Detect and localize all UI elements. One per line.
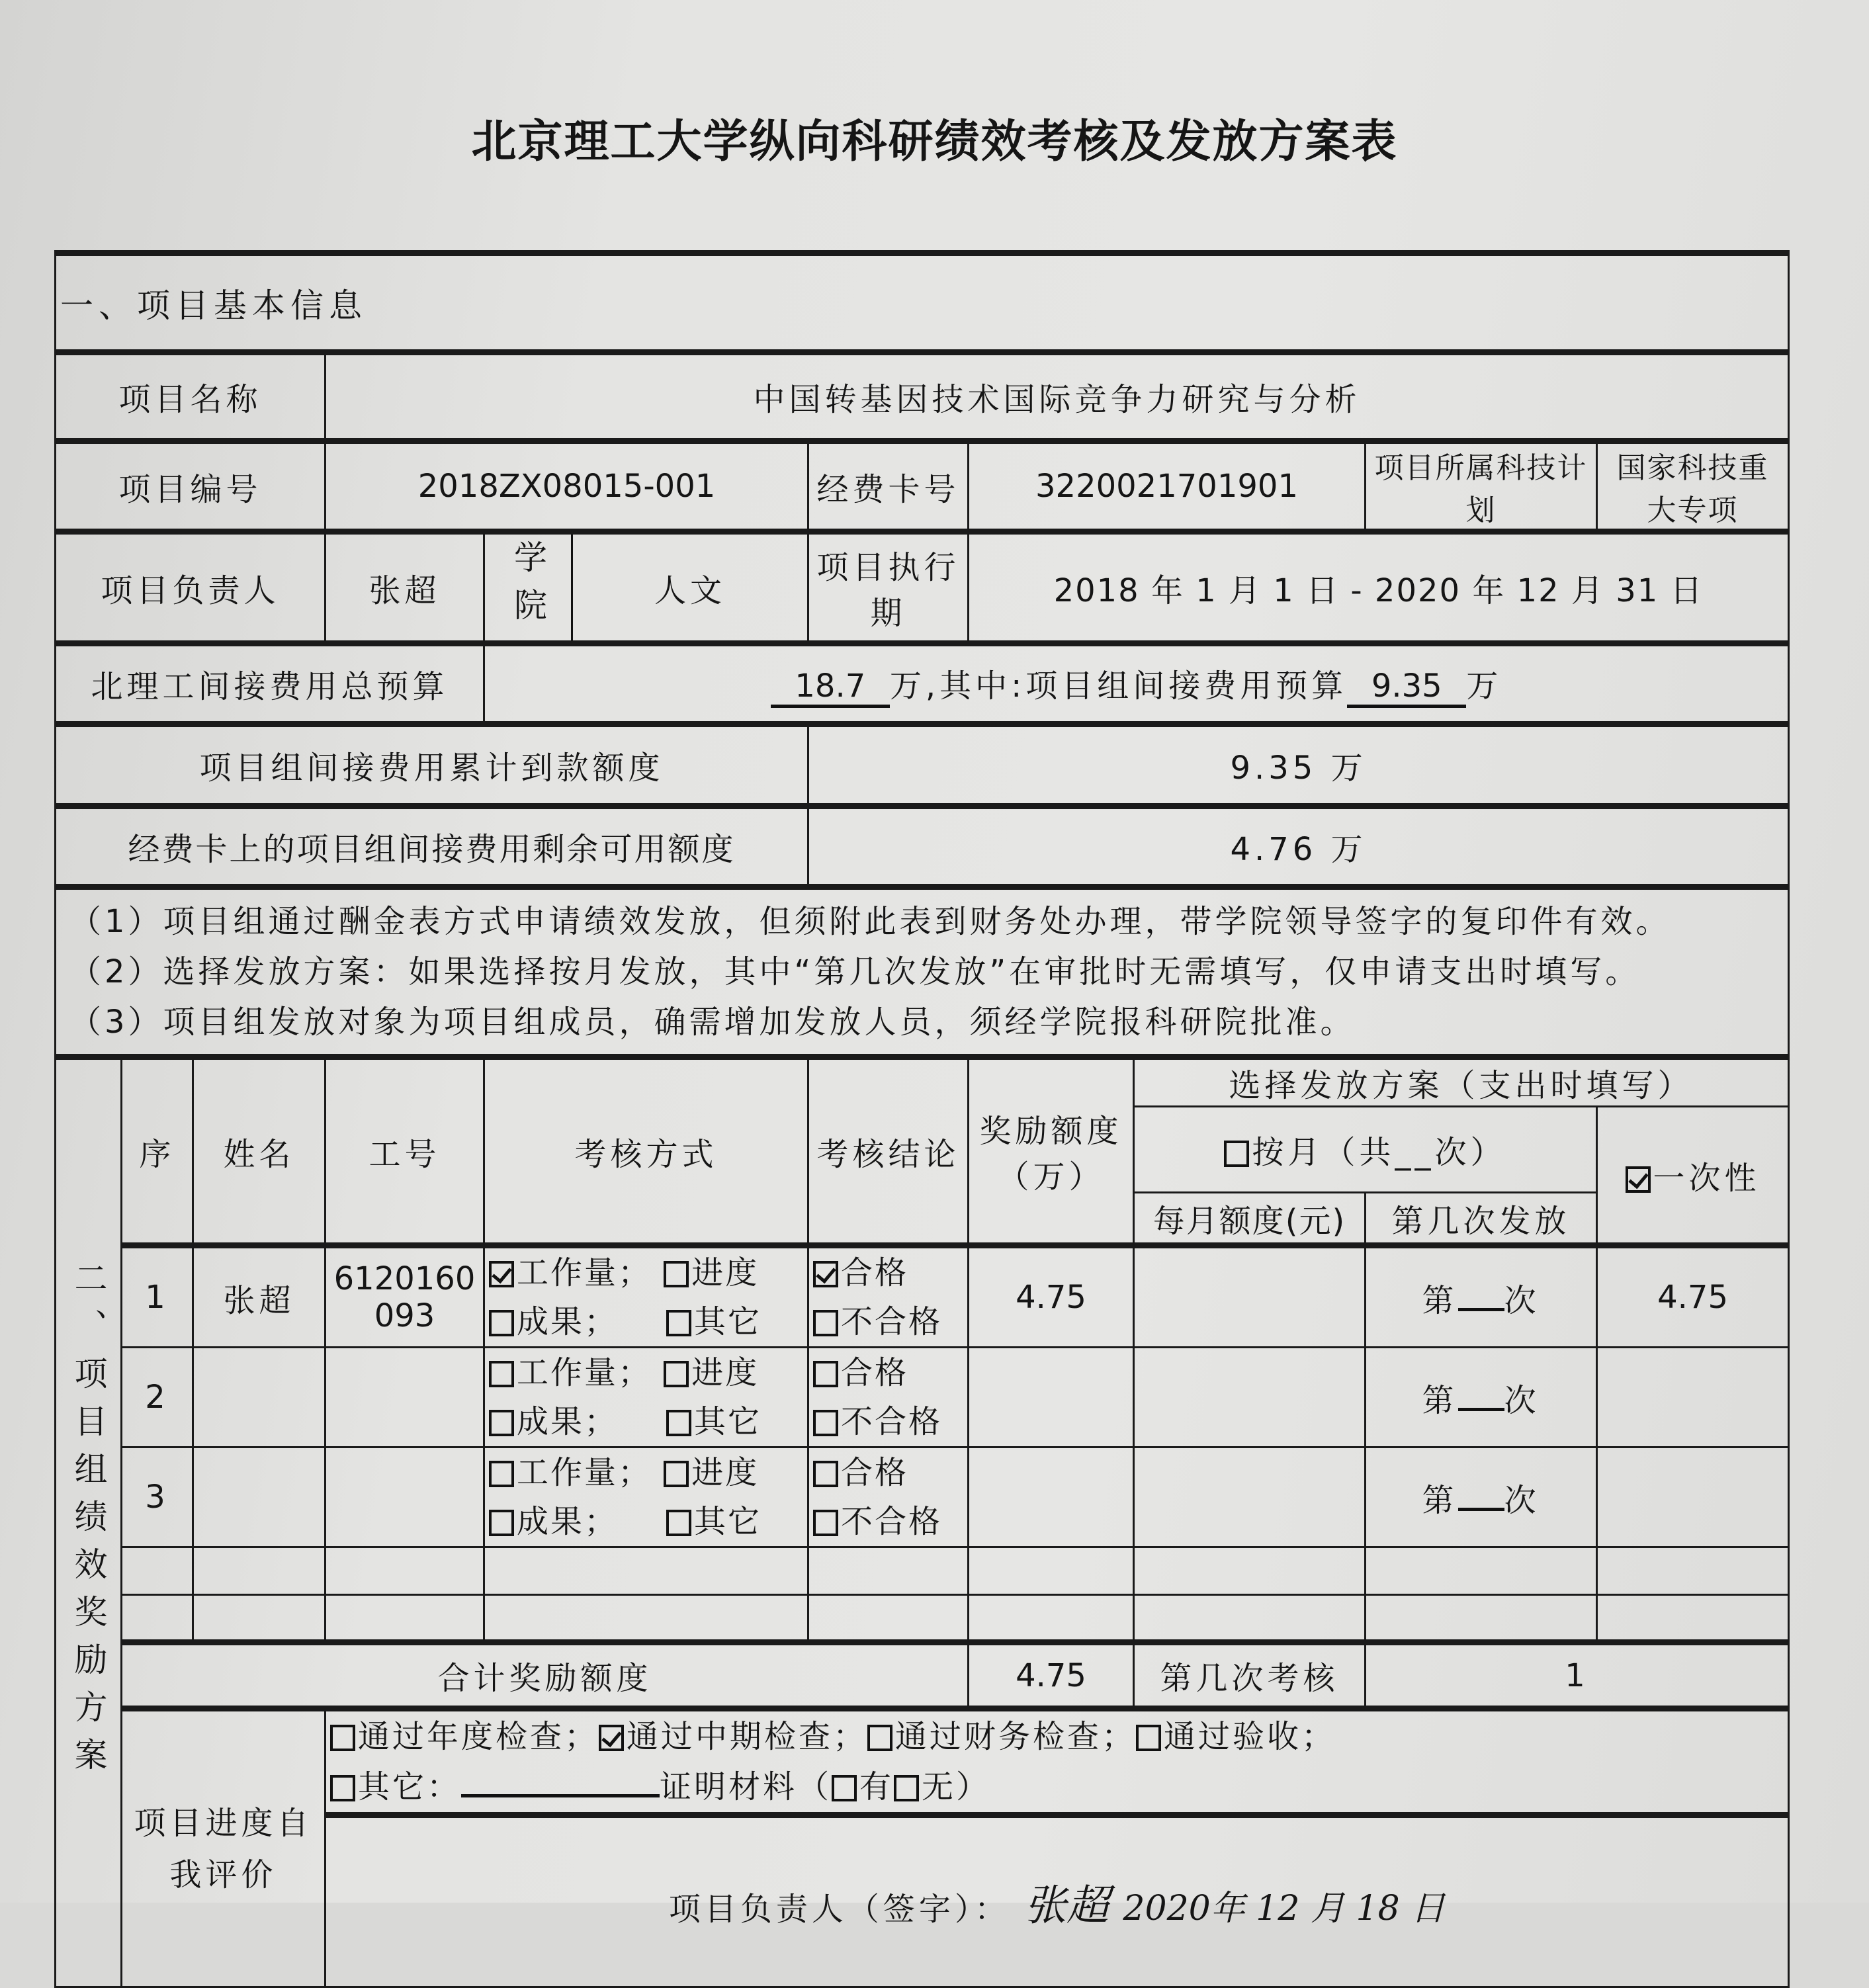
card-no: 3220021701901 [969, 441, 1366, 532]
row1-amount: 4.75 [969, 1246, 1134, 1348]
label-remain: 经费卡上的项目组间接费用剩余可用额度 [56, 806, 808, 887]
label-period: 项目执行期 [808, 532, 969, 644]
opt-label: 进度 [691, 1354, 760, 1391]
total-amount: 4.75 [969, 1643, 1134, 1709]
header-amount: 奖励额度（万） [969, 1057, 1134, 1246]
period: 2018 年 1 月 1 日 - 2020 年 12 月 31 日 [969, 532, 1789, 644]
remain: 4.76 万 [808, 806, 1789, 887]
row1-name: 张超 [193, 1246, 326, 1348]
row1-other-cb[interactable] [666, 1310, 691, 1336]
budget-total: 18.7 [771, 668, 890, 708]
opt-label: 进度 [691, 1454, 760, 1491]
row2-output-cb[interactable] [489, 1410, 514, 1436]
form-table [54, 250, 1790, 1988]
row3-progress-cb[interactable] [664, 1461, 689, 1487]
opt-label: 第 [1422, 1481, 1458, 1519]
row2-other-cb[interactable] [666, 1410, 691, 1436]
section2-label: 二、项目组绩效奖励方案 [56, 1057, 122, 1987]
opt-label: 成果； [517, 1403, 619, 1440]
page-title: 北京理工大学纵向科研绩效考核及发放方案表 [471, 116, 1398, 168]
row3-other-cb[interactable] [666, 1510, 691, 1536]
note-2: （2）选择发放方案：如果选择按月发放，其中“第几次发放”在审批时无需填写，仅申请支出时填写。 [69, 953, 1641, 990]
opt-label: 成果； [517, 1503, 619, 1540]
opt-label: 其它 [694, 1403, 762, 1440]
row3-output-cb[interactable] [489, 1510, 514, 1536]
check-label: 其它： [358, 1768, 462, 1805]
opt-label: 第 [1422, 1381, 1458, 1419]
row1-seq: 1 [122, 1246, 193, 1348]
check-label: 通过年度检查； [358, 1718, 599, 1755]
row2-workload-cb[interactable] [489, 1361, 514, 1387]
row1-once: 4.75 [1597, 1246, 1789, 1348]
check-label: 无） [922, 1768, 991, 1805]
opt-label: 工作量； [517, 1454, 652, 1491]
header-id: 工号 [326, 1057, 484, 1246]
check-label: 通过验收； [1164, 1718, 1336, 1755]
other-input[interactable] [461, 1794, 660, 1797]
monthly-checkbox[interactable] [1224, 1141, 1249, 1167]
header-monthly-amount: 每月额度(元) [1134, 1193, 1366, 1246]
once-label: 一次性 [1653, 1159, 1760, 1197]
row2-progress-cb[interactable] [664, 1361, 689, 1387]
label-leader: 项目负责人 [56, 532, 326, 644]
plan: 国家科技重大专项 [1597, 441, 1789, 532]
row1-monthly [1134, 1246, 1366, 1348]
row2-pass-cb[interactable] [813, 1361, 838, 1387]
row1-pass-cb[interactable] [813, 1261, 838, 1287]
note-3: （3）项目组发放对象为项目组成员，确需增加发放人员，须经学院报科研院批准。 [69, 1004, 1356, 1041]
check-label: 通过中期检查； [627, 1718, 868, 1755]
row1-workload-cb[interactable] [489, 1261, 514, 1287]
label-card-no: 经费卡号 [808, 441, 969, 532]
budget-unit: 万 [1466, 667, 1502, 705]
sign-date: 2020年 12 月 18 日 [1123, 1889, 1446, 1928]
row3-seq: 3 [122, 1448, 193, 1547]
header-nth: 第几次发放 [1366, 1193, 1597, 1246]
opt-label: 合格 [841, 1454, 909, 1491]
accept-check-cb[interactable] [1136, 1725, 1161, 1751]
label-project-no: 项目编号 [56, 441, 326, 532]
row3-fail-cb[interactable] [813, 1510, 838, 1536]
college: 人文 [654, 572, 726, 609]
label-college: 学院 [485, 535, 573, 640]
header-scheme: 选择发放方案（支出时填写） [1134, 1057, 1789, 1107]
row1-id: 6120160093 [326, 1246, 484, 1348]
opt-label: 不合格 [841, 1403, 943, 1440]
opt-label: 工作量； [517, 1254, 652, 1291]
opt-label: 其它 [694, 1303, 762, 1340]
opt-label: 工作量； [517, 1354, 652, 1391]
opt-label: 不合格 [841, 1503, 943, 1540]
note-1: （1）项目组通过酬金表方式申请绩效发放，但须附此表到财务处办理，带学院领导签字的复印件有效。 [69, 903, 1671, 940]
opt-label: 次 [1504, 1281, 1540, 1319]
header-name: 姓名 [193, 1057, 326, 1246]
signature: 张超 [1024, 1881, 1109, 1930]
opt-label: 进度 [691, 1254, 760, 1291]
finance-check-cb[interactable] [867, 1725, 892, 1751]
leader: 张超 [326, 532, 484, 644]
header-result: 考核结论 [808, 1057, 969, 1246]
project-no: 2018ZX08015-001 [326, 441, 808, 532]
other-check-cb[interactable] [330, 1775, 355, 1801]
project-name: 中国转基因技术国际竞争力研究与分析 [326, 353, 1789, 441]
mid-check-cb[interactable] [599, 1725, 624, 1751]
row2-fail-cb[interactable] [813, 1410, 838, 1436]
budget-group: 9.35 [1347, 668, 1466, 708]
total-label: 合计奖励额度 [122, 1643, 969, 1709]
header-seq: 序 [122, 1057, 193, 1246]
check-label: 证明材料（ [660, 1768, 832, 1805]
once-checkbox[interactable] [1626, 1166, 1651, 1193]
row3-workload-cb[interactable] [489, 1461, 514, 1487]
label-project-name: 项目名称 [56, 353, 326, 441]
row3-pass-cb[interactable] [813, 1461, 838, 1487]
review-value: 1 [1366, 1643, 1789, 1709]
section1-heading: 一、项目基本信息 [56, 253, 1789, 353]
budget-text: 万,其中:项目组间接费用预算 [889, 667, 1348, 705]
monthly-label: 按月（共__次） [1252, 1134, 1506, 1171]
opt-label: 其它 [694, 1503, 762, 1540]
proof-none-cb[interactable] [894, 1775, 919, 1801]
opt-label: 成果； [517, 1303, 619, 1340]
label-budget: 北理工间接费用总预算 [56, 644, 484, 724]
row1-output-cb[interactable] [489, 1310, 514, 1336]
opt-label: 第 [1422, 1281, 1458, 1319]
opt-label: 合格 [841, 1254, 909, 1291]
row1-fail-cb[interactable] [813, 1310, 838, 1336]
sign-label: 项目负责人（签字）： [668, 1891, 1010, 1928]
annual-check-cb[interactable] [330, 1725, 355, 1751]
row2-seq: 2 [122, 1348, 193, 1448]
received: 9.35 万 [808, 724, 1789, 806]
label-received: 项目组间接费用累计到款额度 [56, 724, 808, 806]
check-label: 通过财务检查； [895, 1718, 1137, 1755]
proof-have-cb[interactable] [832, 1775, 857, 1801]
opt-label: 次 [1504, 1481, 1540, 1519]
label-plan: 项目所属科技计划 [1366, 441, 1597, 532]
review-label: 第几次考核 [1134, 1643, 1366, 1709]
check-label: 有 [859, 1768, 894, 1805]
self-eval-label: 项目进度自我评价 [122, 1709, 326, 1987]
opt-label: 不合格 [841, 1303, 943, 1340]
header-method: 考核方式 [484, 1057, 808, 1246]
opt-label: 合格 [841, 1354, 909, 1391]
row1-progress-cb[interactable] [664, 1261, 689, 1287]
opt-label: 次 [1504, 1381, 1540, 1419]
